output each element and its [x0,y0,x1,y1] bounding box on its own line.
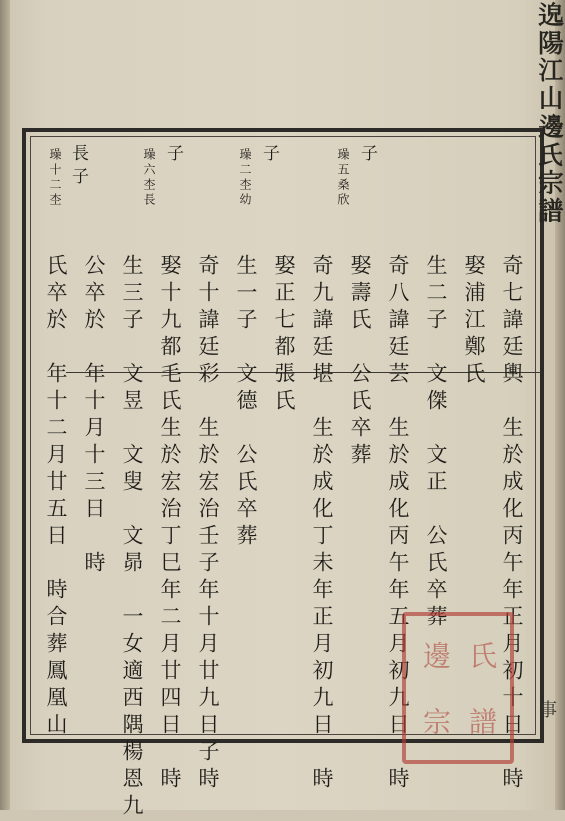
seal-char: 邊 [419,641,452,669]
ancestor-note: 璪二杢幼 [238,148,252,208]
entry-column: 奇九諱廷堪 生於成化丁未年正月初九日 時 [310,254,334,794]
seal-char: 譜 [465,707,498,735]
seal-char: 氏 [465,641,498,669]
ancestor-label: 子 [259,144,279,167]
entry-column: 奇八諱廷芸 生於成化丙午年五月初九日 時 [386,254,410,794]
entry-column: 氏卒於 年十二月廿五日 時合葬鳳凰山 [44,254,68,740]
entry-column: 娶浦江鄭氏 [462,254,486,389]
side-fragment: 事 [536,700,557,724]
ancestor-label: 子 [357,144,377,167]
ancestor-note: 璪六杢長 [142,148,156,208]
entry-column: 奇七諱廷輿 生於成化丙午年正月初十日 時 [500,254,524,794]
entry-column: 娶十九都毛氏生於宏治丁巳年二月廿四日 時 [158,254,182,794]
bleed-through-text [60,20,86,48]
entry-column: 公卒於 年十月十三日 時 [82,254,106,578]
entry-column: 生二子 文傑 文正 公氏卒葬 [424,254,448,632]
left-page-edge [0,0,10,810]
ancestor-note: 璪五桑欣 [336,148,350,208]
seal-char: 宗 [419,707,452,735]
ancestor-label: 長子 [68,144,88,190]
red-seal-stamp [402,612,514,764]
entry-column: 娶正七都張氏 [272,254,296,416]
ancestor-label: 子 [163,144,183,167]
entry-column: 娶壽氏 公氏卒葬 [348,254,372,470]
entry-column: 奇十諱廷彩 生於宏治壬子年十月廿九日子時 [196,254,220,794]
entry-column: 生三子 文昱 文叟 文昴 一女適西隅楊恩九 [120,254,144,821]
book-title: 𨓅陽江山邊氏宗譜 [534,0,564,224]
ancestor-note: 璪十二杢 [48,148,62,208]
entry-column: 生一子 文德 公氏卒葬 [234,254,258,551]
